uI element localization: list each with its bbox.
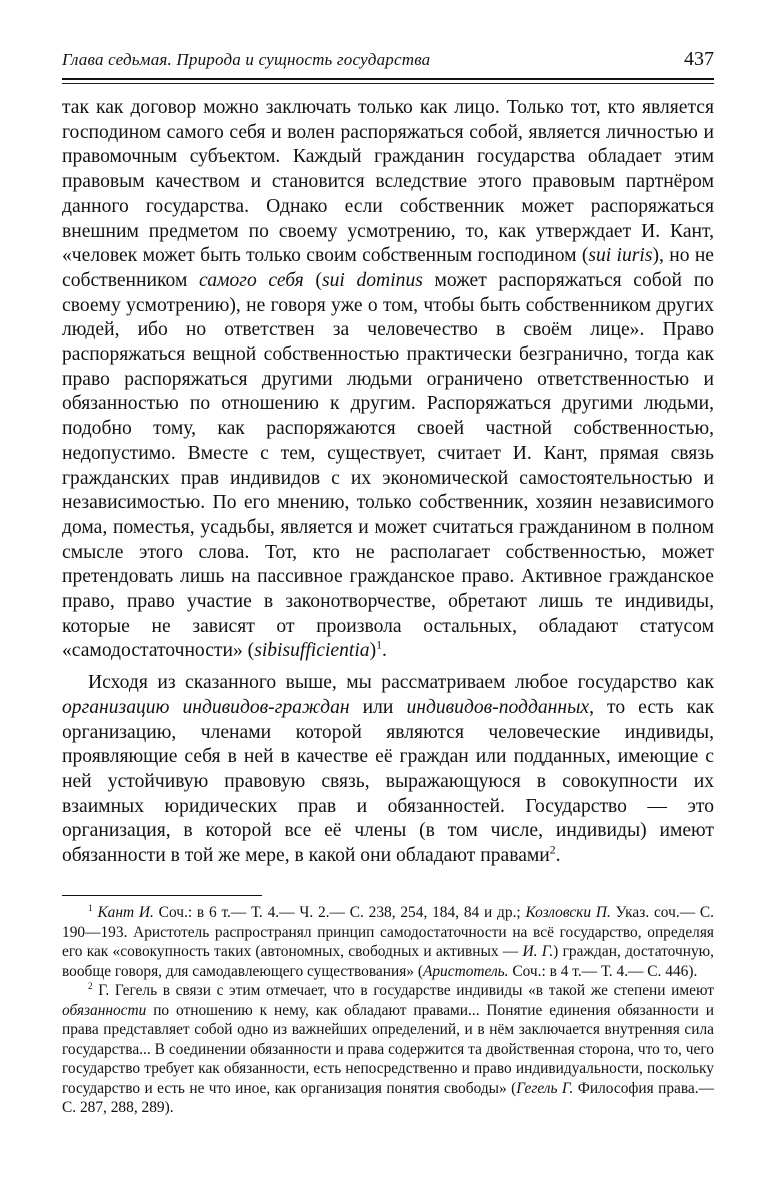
header-rule [62, 78, 714, 80]
emphasis: самого себя [199, 269, 304, 291]
author-name: Кант И. [97, 904, 154, 921]
page-number: 437 [684, 48, 714, 70]
text-span: Исходя из сказанного выше, мы рассматриваем любое государство как [88, 672, 714, 694]
latin-term: sui iuris [588, 245, 653, 267]
main-text [62, 96, 714, 869]
author-initials: И. Г. [522, 943, 554, 960]
latin-term: sui dominus [321, 269, 423, 291]
emphasis: индивидов-подданных [406, 696, 590, 718]
text-span: Г. Гегель в связи с этим отмечает, что в государстве индивиды «в такой же степени имеют [92, 982, 714, 999]
text-span: , то есть как организацию, членами которой являются человеческие индивиды, проявляющие себя в ней в качестве её граждан или подданных, имеющие с ней устойчивую правовую связь, выражающуюся в совокупности их взаимных юридических прав и обязанностей. Государство — это организация, в которой все её члены (в том числе, индивиды) имеют обязанности в той же мере, в какой они обладают правами [62, 696, 715, 867]
text-span: Соч.: в 6 т.— Т. 4.— Ч. 2.— С. 238, 254, 184, 84 и др.; [153, 904, 526, 921]
emphasis: организацию индивидов-граждан [62, 696, 350, 718]
footnote-1 [62, 903, 714, 981]
footnote-marker: 1 [88, 902, 93, 913]
author-name: Гегель Г. [516, 1079, 574, 1097]
text-span: ), но не собственником [62, 245, 715, 291]
text-span: ) граждан, достаточную, вообще говоря, для самодавлеющего существования» ( [62, 943, 714, 980]
text-span: ) [369, 640, 377, 662]
footnote-2 [62, 981, 714, 1118]
paragraph-1 [62, 96, 714, 664]
text-span: Соч.: в 4 т.— Т. 4.— С. 446). [508, 962, 698, 980]
paragraph-2 [62, 671, 714, 869]
text-span: или [349, 696, 407, 718]
header-rule-thin [62, 83, 714, 84]
text-span: может распоряжаться собой по своему усмотрению), не говоря уже о том, чтобы быть собственником других людей, ибо но ответствен за человечество в своём лице». Право распоряжаться вещной собственностью практически безгранично, тогда как право распоряжаться другими людьми ограничено ответственностью и обязанностью по отношению к другим. Распоряжаться другими людьми, подобно тому, как распоряжаются своей частной собственностью, недопустимо. Вместе с тем, существует, считает И. Кант, прямая связь гражданских прав индивидов с их экономической самостоятельностью и независимостью. По его мнению, только собственник, хозяин независимого дома, поместья, усадьбы, является и может считаться гражданином в полном смысле этого слова. Тот, кто не располагает собственностью, может претендовать лишь на пассивное гражданское право. Активное гражданское право, право участие в законотворчестве, обретают лишь те индивиды, которые не зависят от произвола остальных, обладают статусом «самодостаточности» ( [62, 269, 714, 662]
latin-term: sibisufficientia [254, 640, 370, 662]
footnote-ref-2[interactable]: 2 [549, 843, 556, 857]
emphasis: обязанности [62, 1001, 147, 1019]
text-span: . [555, 845, 561, 867]
footnote-rule [62, 895, 262, 896]
text-span: так как договор можно заключать только как лицо. Только тот, кто является господином самого себя и волен распоряжаться собой, является личностью и правомочным субъектом. Каждый гражданин государства обладает этим правовым качеством и становится вследствие этого правовым партнёром данного государства. Однако если собственник может распоряжаться внешним предметом по своему усмотрению, то, как утверждает И. Кант, «человек может быть только своим собственным господином ( [62, 97, 714, 267]
running-title: Глава седьмая. Природа и сущность государства [62, 50, 431, 69]
text-span: . [381, 640, 387, 662]
text-span: Указ. соч.— С. 190—193. Аристотель распространял принцип самодостаточности на всё государство, определяя его как «совокупность таких (автономных, свободных и активных — [62, 904, 714, 960]
text-span: Философия права.— С. 287, 288, 289). [62, 1079, 714, 1116]
footnotes [62, 903, 714, 1118]
footnote-ref-1[interactable]: 1 [376, 638, 382, 652]
text-span: по отношению к нему, как обладают правами... Понятие единения обязанности и права представляет собой одно из важнейших определений, и в нём заключается внутренняя сила государства... В соединении обязанности и права содержится та двойственная сторона, что то, чего государство требует как обязанности, есть непосредственно и право индивидуальности, поскольку государство и есть не что иное, как организация понятия свободы» ( [62, 1001, 714, 1097]
running-head [62, 46, 714, 76]
footnote-marker: 2 [88, 980, 93, 991]
author-name: Козловски П. [525, 904, 611, 921]
text-span: ( [303, 269, 322, 291]
author-name: Аристотель. [422, 962, 509, 980]
